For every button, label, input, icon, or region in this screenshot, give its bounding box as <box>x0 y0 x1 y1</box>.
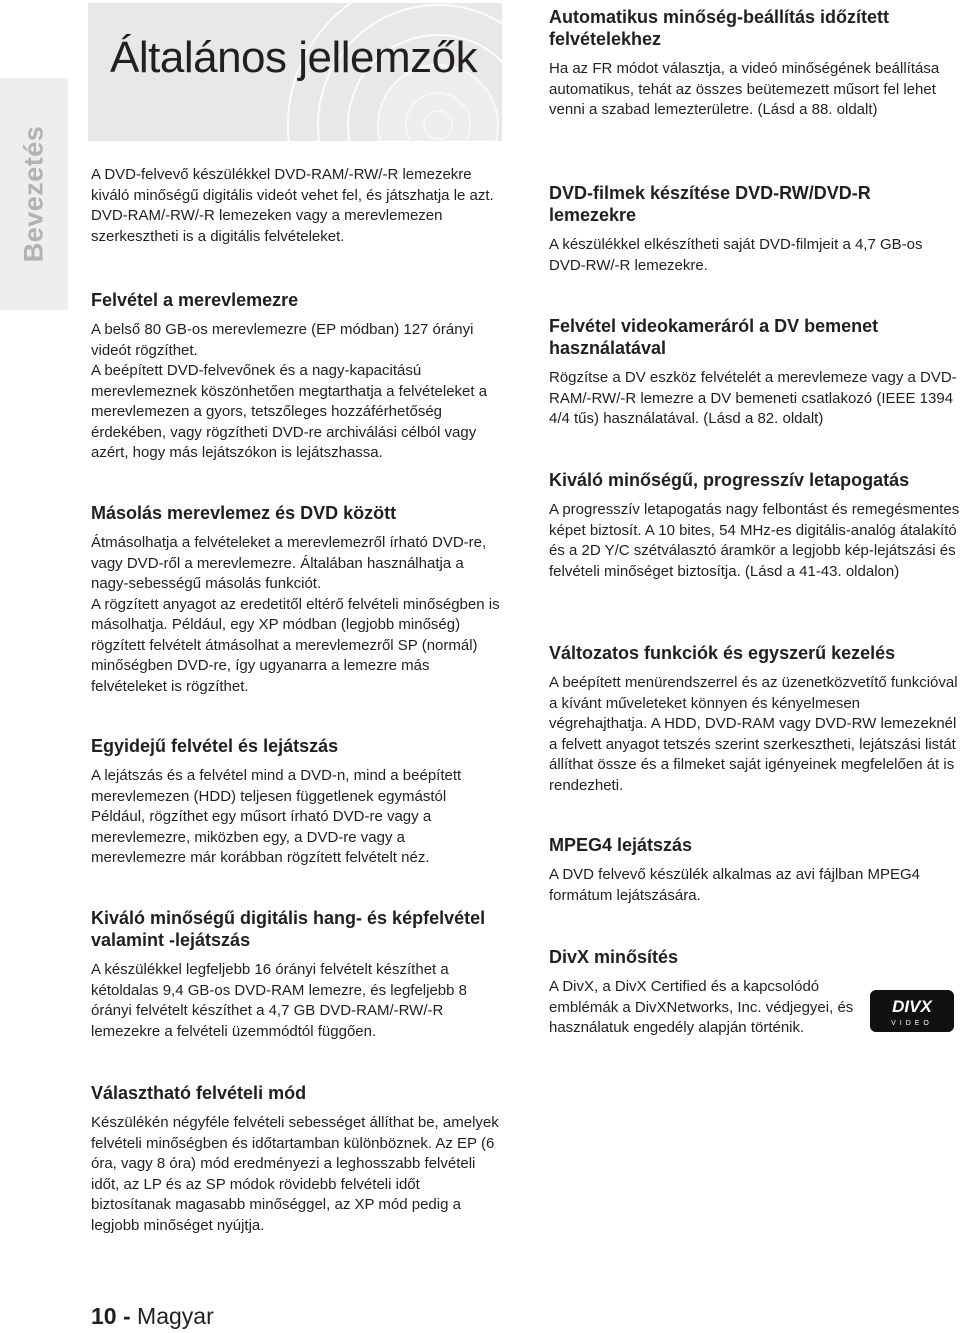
section-title: DivX minősítés <box>549 947 679 967</box>
divx-logo-sub: VIDEO <box>891 1020 933 1027</box>
section-tab-label: Bevezetés <box>18 125 49 263</box>
section-paragraph: A készülékkel elkészítheti saját DVD-filmjeit a 4,7 GB-os DVD-RW/-R lemezekre. <box>549 236 923 274</box>
section-paragraph: Készülékén négyféle felvételi sebességet állíthat be, amelyek felvételi minőségben és időtartamban különböznek. Az EP (6 óra, vagy 8 óra) mód eredményezi a leghosszabb felvételi időt, az LP és az SP módok rövidebb felvételi időt biztosítanak magasabb minőséggel, az XP mód pedig a legjobb minőséget nyújtja. <box>91 1114 499 1234</box>
section-paragraph: A DVD felvevő készülék alkalmas az avi fájlban MPEG4 formátum lejátszására. <box>549 866 920 904</box>
section-paragraph: A beépített DVD-felvevőnek és a nagy-kapacitású merevlemeznek köszönhetően megtarthatja a felvételeket a merevlemezen a gyors, tetszőleges hozzáférhetőség érdekében, vagy rögzítheti DVD-re archiválási célból vagy azért, hogy más lejátszókon is lejátszhassa. <box>91 362 488 461</box>
section-side-tab <box>0 78 68 310</box>
section-progressive-scan <box>549 469 960 582</box>
page-footer <box>91 1303 214 1330</box>
section-auto-quality <box>549 6 960 121</box>
section-title: Változatos funkciók és egyszerű kezelés <box>549 643 896 663</box>
section-paragraph: Ha az FR módot választja, a videó minőségének beállítása automatikus, tehát az összes beütemezett műsort fel lehet venni a szabad lemezterületre. (Lásd a 88. oldalt) <box>549 60 940 118</box>
page-number: 10 - <box>91 1303 131 1329</box>
section-title: DVD-filmek készítése DVD-RW/DVD-R lemezekre <box>549 183 871 225</box>
section-paragraph: A beépített menürendszerrel és az üzenetközvetítő funkcióval a kívánt műveleteket könnyen és kényelmesen végrehajthatja. A HDD, DVD-RAM vagy DVD-RW lemezeknél a felvett anyagot tetszés szerint szerkesztheti, lejátszási listát állíthat össze és a filmeket saját igényeinek megfelelően át is rendezheti. <box>549 674 958 794</box>
section-dv-input <box>549 315 960 430</box>
footer-language: Magyar <box>137 1303 214 1329</box>
section-simultaneous <box>91 735 503 869</box>
intro-block <box>91 165 503 247</box>
intro-text: A DVD-felvevő készülékkel DVD-RAM/-RW/-R lemezekre kiváló minőségű digitális videót vehet fel, és játszhatja le azt. DVD-RAM/-RW/-R lemezeken vagy a merevlemezen szerkesztheti is a digitális felvételeket. <box>91 166 494 245</box>
section-title: MPEG4 lejátszás <box>549 835 693 855</box>
section-mpeg4 <box>549 834 960 906</box>
section-paragraph: Átmásolhatja a felvételeket a merevlemezről írható DVD-re, vagy DVD-ről a merevlemezre. Általában használhatja a nagy-sebességű másolás funkciót. <box>91 534 487 592</box>
section-functions <box>549 642 960 796</box>
section-recording-mode <box>91 1082 503 1236</box>
divx-logo <box>870 990 954 1032</box>
section-title: Felvétel videokameráról a DV bemenet használatával <box>549 316 879 358</box>
section-paragraph: A belső 80 GB-os merevlemezre (EP módban) 127 órányi videót rögzíthet. <box>91 321 474 359</box>
page-header <box>88 3 502 141</box>
section-copy <box>91 502 503 697</box>
page-title: Általános jellemzők <box>110 33 478 82</box>
section-paragraph: A progresszív letapogatás nagy felbontást és remegésmentes képet biztosít. A 10 bites, 54 MHz-es digitális-analóg átalakító és a 2D Y/C szétválasztó áramkör a legjobb kép-lejátszási és felvételi minőséget biztosítja. (Lásd a 41-43. oldalon) <box>549 501 960 580</box>
section-digital-av <box>91 907 503 1042</box>
section-paragraph: Rögzítse a DV eszköz felvételét a merevlemeze vagy a DVD-RAM/-RW/-R lemezre a DV bemeneti csatlakozó (IEEE 1394 4/4 tűs) használatával. (Lásd a 82. oldalt) <box>549 369 957 427</box>
section-title: Automatikus minőség-beállítás időzített felvételekhez <box>549 7 890 49</box>
section-title: Egyidejű felvétel és lejátszás <box>91 736 339 756</box>
divx-logo-word: DIVX <box>892 997 932 1016</box>
section-title: Választható felvételi mód <box>91 1083 307 1103</box>
section-hdd-recording <box>91 289 503 464</box>
section-dvd-movies <box>549 182 960 276</box>
section-title: Kiváló minőségű digitális hang- és képfelvétel valamint -lejátszás <box>91 908 486 950</box>
section-paragraph: A lejátszás és a felvétel mind a DVD-n, mind a beépített merevlemezen (HDD) teljesen függetlenek egymástól Például, rögzíthet egy műsort írható DVD-re vagy a merevlemezre, miközben egy, a DVD-re vagy a merevlemezre már korábban rögzített felvételt néz. <box>91 767 462 866</box>
section-paragraph: A készülékkel legfeljebb 16 órányi felvételt készíthet a kétoldalas 9,4 GB-os DVD-RAM lemezre, és legfeljebb 8 órányi felvételt készíthet a 4,7 GB DVD-RAM/-RW/-R lemezekre a felvételi üzemmódtól függően. <box>91 961 467 1040</box>
section-title: Felvétel a merevlemezre <box>91 290 299 310</box>
section-divx <box>549 946 859 1039</box>
section-title: Kiváló minőségű, progresszív letapogatás <box>549 470 910 490</box>
section-title: Másolás merevlemez és DVD között <box>91 503 397 523</box>
section-paragraph: A DivX, a DivX Certified és a kapcsolódó emblémák a DivXNetworks, Inc. védjegyei, és használatuk engedély alapján történik. <box>549 978 854 1036</box>
section-paragraph: A rögzített anyagot az eredetitől eltérő felvételi minőségben is másolhatja. Például, egy XP módban (legjobb minőség) rögzített felvételt átmásolhat a merevlemezről SP (normál) minőségben DVD-re, így ugyanarra a lemezre más felvételeket is rögzíthet. <box>91 595 500 695</box>
